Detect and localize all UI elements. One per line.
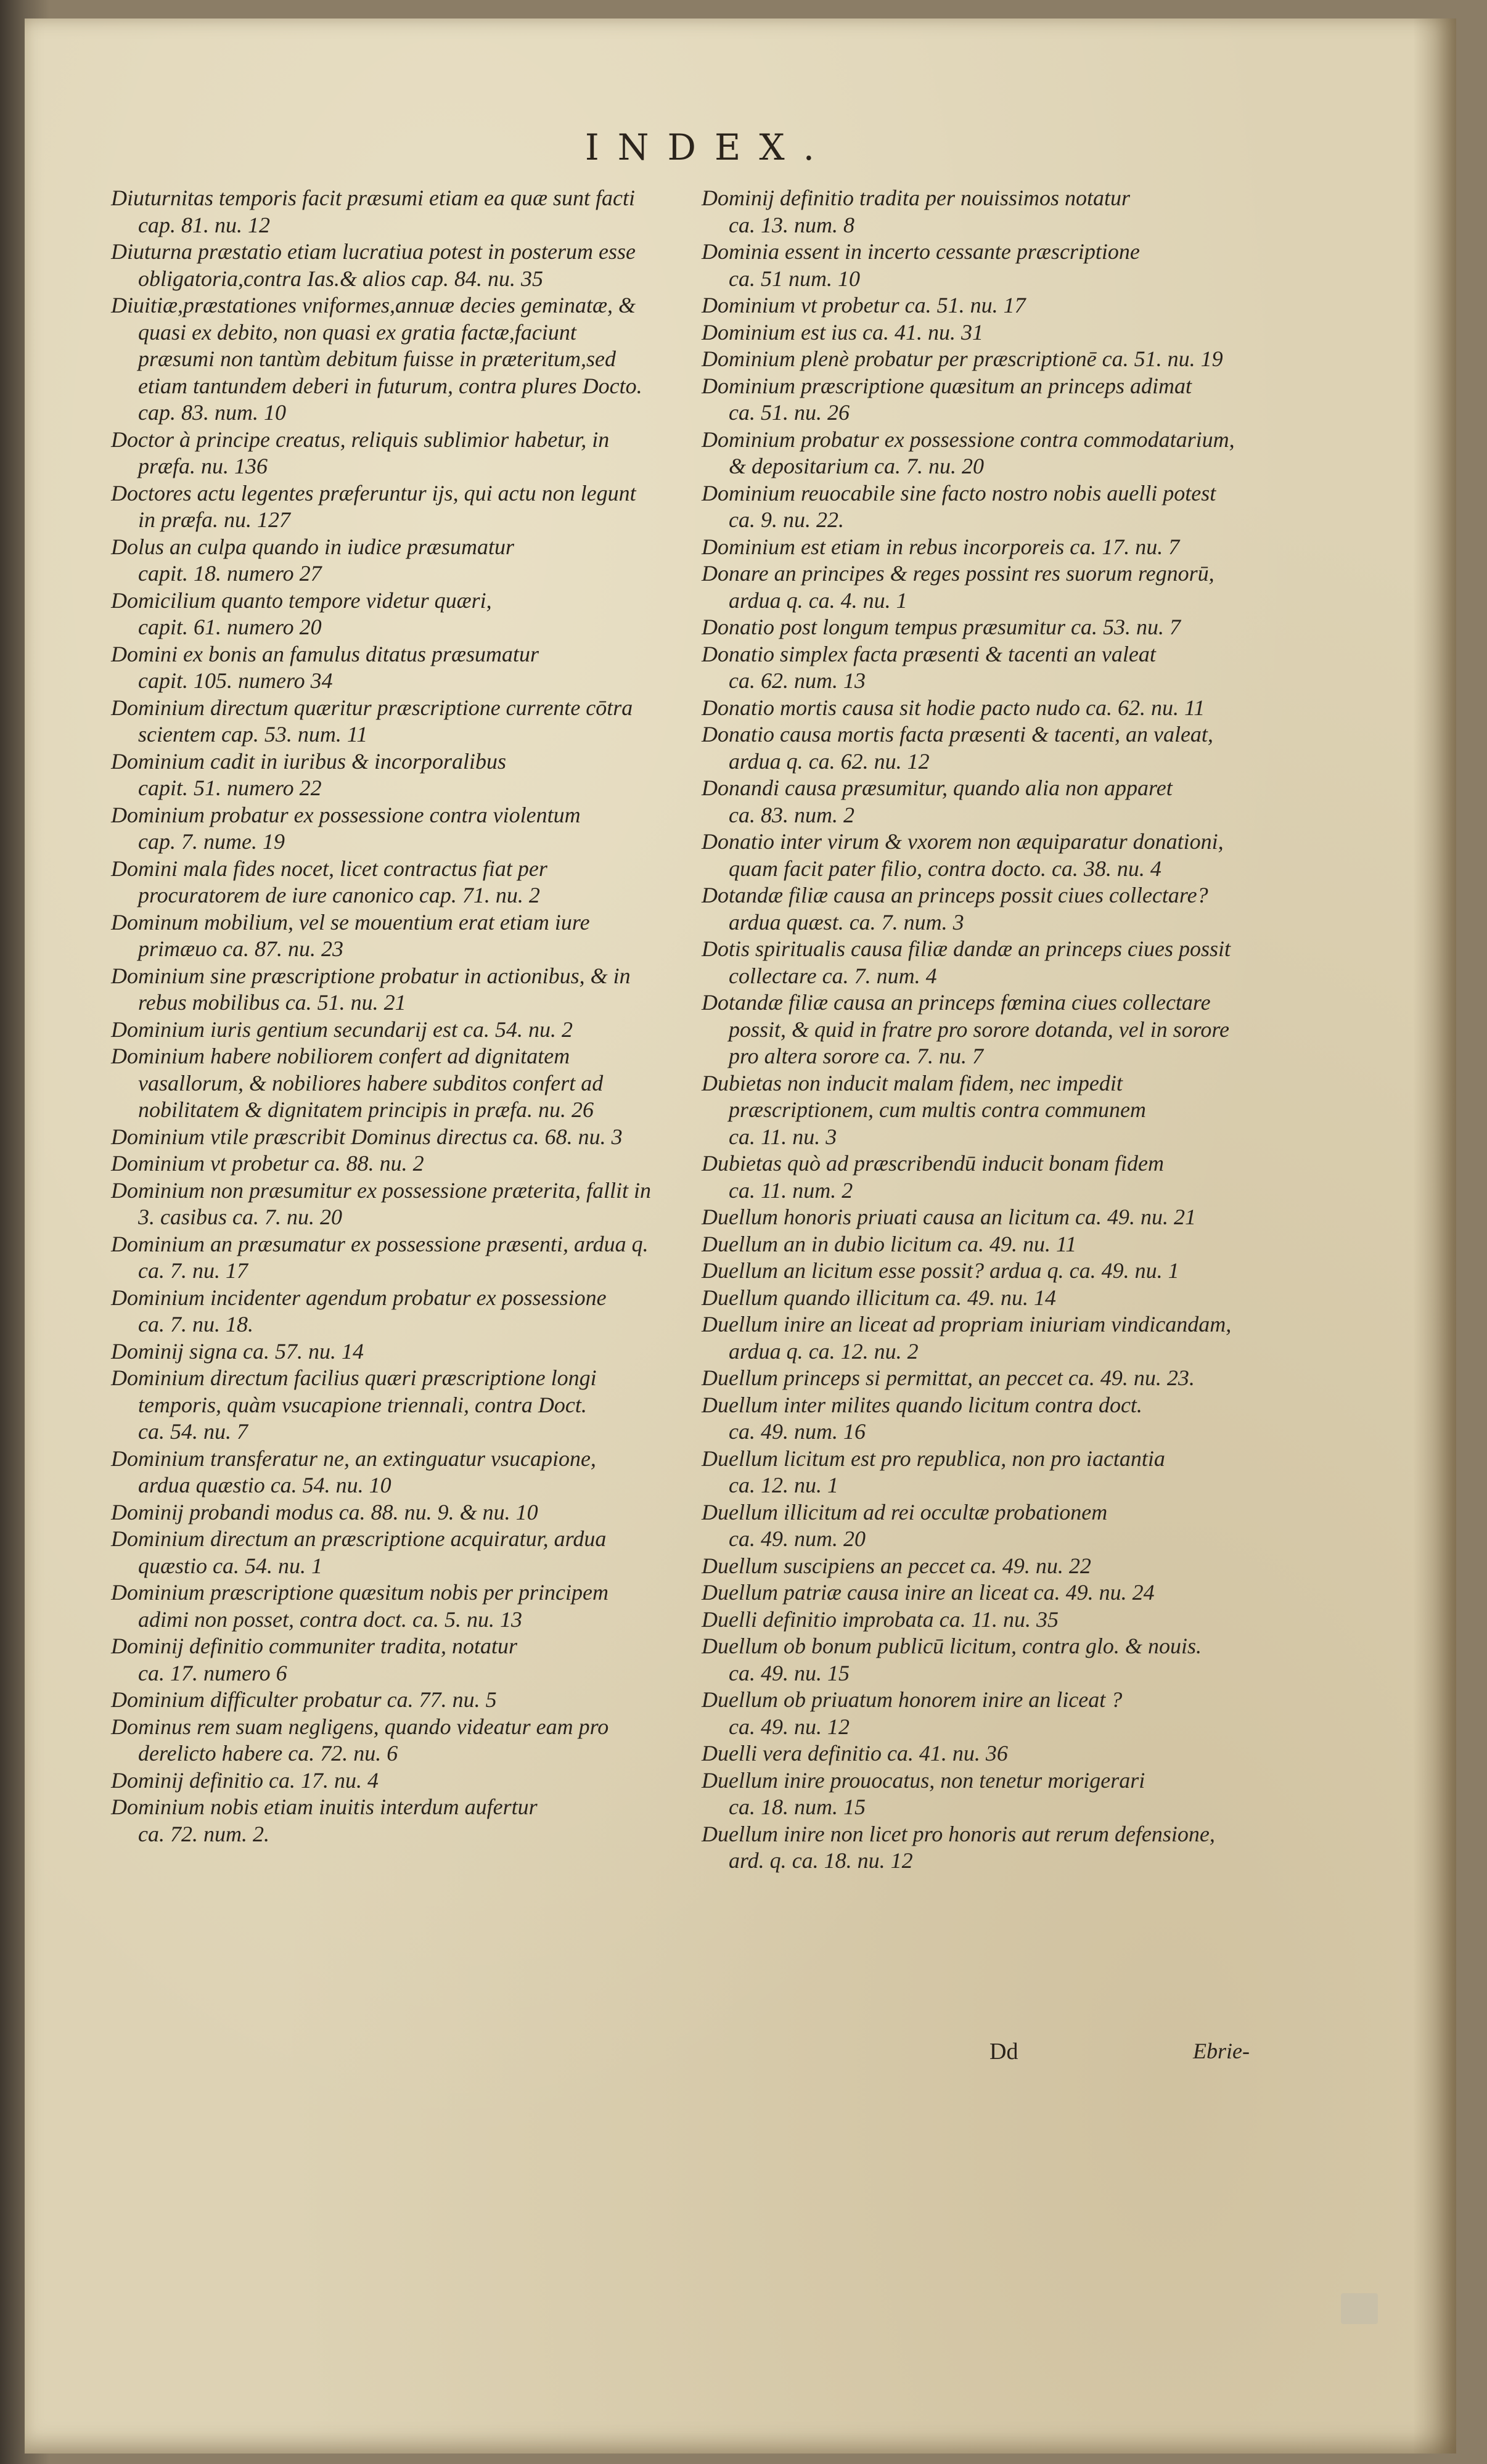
entry-text: Dominium vt probetur [111, 1151, 309, 1176]
index-entry [702, 829, 1244, 882]
entry-reference: ca. 49. nu. 23. [1068, 1365, 1195, 1390]
index-entry [702, 1204, 1244, 1231]
entry-reference: ca. 62. num. 13 [729, 668, 866, 693]
entry-reference: ca. 12. nu. 2 [808, 1338, 919, 1364]
index-entry [111, 1499, 653, 1526]
entry-reference: capit. 51. numero 22 [138, 776, 322, 800]
entry-reference: ca. 49. nu. 21 [1075, 1205, 1196, 1229]
index-entry [111, 641, 653, 695]
entry-reference: cap. 71. nu. 2 [419, 883, 540, 907]
index-entry [111, 1794, 653, 1848]
index-entry [702, 1258, 1244, 1285]
entry-text: Donatio inter virum & vxorem non æquiparatur donationi, quam facit pater filio, contra docto. [702, 829, 1224, 881]
index-entry [702, 989, 1244, 1070]
index-entry [111, 534, 653, 587]
entry-text: Duelli vera definitio [702, 1741, 882, 1766]
index-entry [111, 239, 653, 292]
entry-reference: ca. 54. nu. 1 [213, 1553, 323, 1578]
index-entry [702, 1553, 1244, 1580]
index-entry [111, 587, 653, 641]
entry-reference: cap. 83. num. 10 [138, 400, 286, 425]
index-entry [702, 534, 1244, 561]
entry-reference: cap. 81. nu. 12 [138, 212, 270, 237]
entry-text: Dotandæ filiæ causa an princeps fœmina ciues collectare possit, & quid in fratre pro sorore dotanda, vel in sorore pro altera sorore [702, 990, 1230, 1068]
entry-text: Donatio simplex facta præsenti & tacenti an valeat [702, 641, 1156, 666]
entry-reference: ca. 51. nu. 17 [904, 293, 1026, 317]
index-entry [702, 1821, 1244, 1875]
entry-text: Duelli definitio improbata [702, 1607, 934, 1632]
entry-reference: cap. 84. nu. 35 [411, 266, 544, 291]
entry-reference: ca. 18. nu. 12 [792, 1848, 913, 1873]
entry-reference: ca. 54. nu. 2 [462, 1017, 573, 1042]
entry-reference: capit. 18. numero 27 [138, 561, 322, 586]
entry-text: Dolus an culpa quando in iudice præsumatur [111, 534, 514, 559]
entry-text: Duellum inire an liceat ad propriam iniuriam vindicandam, ardua q. [702, 1312, 1232, 1364]
entry-reference: ca. 38. nu. 4 [1051, 856, 1161, 881]
index-entry [702, 560, 1244, 614]
index-entry [702, 427, 1244, 480]
entry-reference: ca. 51 num. 10 [729, 266, 860, 291]
index-entry [702, 1740, 1244, 1767]
index-entry [111, 1714, 653, 1767]
entry-reference: ca. 49. num. 20 [729, 1526, 866, 1551]
index-entry [702, 641, 1244, 695]
entry-reference: ca. 49. nu. 12 [729, 1714, 850, 1739]
entry-text: Duellum patriæ causa inire an liceat [702, 1580, 1028, 1605]
entry-text: Dominium cadit in iuribus & incorporalibus [111, 748, 507, 774]
entry-reference: ca. 72. nu. 6 [288, 1741, 398, 1766]
entry-text: Donandi causa præsumitur, quando alia non apparet [702, 776, 1173, 800]
entry-text: Dominium directum quæritur præscriptione currente cōtra scientem [111, 695, 633, 747]
entry-reference: ca. 17. nu. 4 [269, 1767, 379, 1793]
entry-reference: cap. 7. nume. 19 [138, 829, 285, 854]
entry-text: Dominium directum an præscriptione acquiratur, ardua quæstio [111, 1526, 607, 1578]
entry-text: Dominium est etiam in rebus incorporeis [702, 534, 1065, 559]
entry-text: Dominium probatur ex possessione contra commodatarium, & depositarium [702, 427, 1235, 478]
entry-text: Duellum honoris priuati causa an licitum [702, 1205, 1070, 1229]
entry-reference: ca. 68. nu. 3 [512, 1124, 623, 1149]
entry-text: Diuturna præstatio etiam lucratiua potest in posterum esse obligatoria,contra Ias.& alios [111, 239, 636, 291]
entry-reference: ca. 7. nu. 17 [138, 1258, 248, 1283]
entry-text: Dominij signa [111, 1338, 238, 1364]
index-entry [111, 1687, 653, 1714]
index-entry [702, 1392, 1244, 1446]
entry-reference: capit. 61. numero 20 [138, 615, 322, 639]
entry-reference: ca. 12. nu. 1 [729, 1473, 838, 1497]
entry-text: Duellum quando illicitum [702, 1285, 930, 1310]
index-entry [111, 909, 653, 963]
index-entry [111, 1124, 653, 1151]
entry-reference: ca. 49. nu. 15 [729, 1660, 850, 1685]
entry-reference: in præfa. nu. 26 [452, 1097, 594, 1122]
index-entry [111, 292, 653, 427]
index-entry [702, 1607, 1244, 1634]
entry-reference: ca. 72. num. 2. [138, 1821, 269, 1846]
entry-text: Dominij probandi modus [111, 1499, 334, 1525]
entry-text: Duellum inter milites quando licitum contra doct. [702, 1392, 1142, 1417]
entry-text: Donatio mortis causa sit hodie pacto nudo [702, 695, 1080, 720]
entry-reference: ca. 49. nu. 1 [1069, 1258, 1179, 1283]
index-entry [111, 695, 653, 748]
entry-text: Duellum licitum est pro republica, non pro iactantia [702, 1446, 1165, 1471]
index-entry [702, 721, 1244, 775]
entry-reference: in præfa. nu. 127 [138, 507, 291, 532]
index-entry [111, 1043, 653, 1124]
index-entry [702, 1365, 1244, 1392]
entry-text: Doctores actu legentes præferuntur ijs, qui actu non legunt [111, 480, 636, 505]
entry-reference: ca. 49. nu. 24 [1033, 1580, 1155, 1605]
index-entry [702, 1687, 1244, 1740]
index-entry [111, 1446, 653, 1499]
entry-text: Donatio causa mortis facta præsenti & tacenti, an valeat, ardua q. [702, 722, 1213, 774]
index-entry [702, 1633, 1244, 1687]
entry-reference: ca. 13. num. 8 [729, 212, 854, 237]
catchword: Ebrie- [1193, 2039, 1250, 2063]
index-entry [111, 1633, 653, 1687]
index-entry [702, 1285, 1244, 1312]
entry-reference: ca. 41. nu. 31 [862, 319, 983, 345]
index-entry [702, 936, 1244, 989]
entry-text: Duellum inire non licet pro honoris aut rerum defensione, ard. q. [702, 1821, 1215, 1873]
index-entry [111, 427, 653, 480]
entry-text: Dominium vtile præscribit Dominus directus [111, 1124, 507, 1149]
entry-text: Duellum suscipiens an peccet [702, 1553, 965, 1578]
index-entry [702, 1150, 1244, 1204]
entry-text: Dominium habere nobiliorem confert ad dignitatem vasallorum, & nobiliores habere subditos confert ad nobilitatem & dignitatem principis [111, 1044, 604, 1122]
entry-text: Diuitiæ,præstationes vniformes,annuæ decies geminatæ, & quasi ex debito, non quasi ex gratia factæ,faciunt præsumi non tantùm debitum fuisse in præteritum,sed etiam tantundem deberi in futurum, contra plures Docto. [111, 293, 642, 398]
index-entry [702, 1499, 1244, 1553]
index-entry [702, 1070, 1244, 1151]
entry-text: Dominium an præsumatur ex possessione præsenti, ardua q. [111, 1231, 649, 1256]
index-entry [702, 319, 1244, 346]
index-entry [111, 856, 653, 909]
index-entry [111, 1150, 653, 1177]
entry-reference: ca. 11. num. 2 [729, 1177, 853, 1203]
entry-text: Donare an principes & reges possint res suorum regnorū, ardua q. [702, 561, 1215, 613]
entry-reference: ca. 4. nu. 1 [808, 587, 907, 613]
entry-reference: ca. 51. nu. 19 [1102, 346, 1223, 371]
entry-text: Dominium præscriptione quæsitum an princeps adimat [702, 373, 1192, 398]
entry-reference: ca. 49. nu. 14 [935, 1285, 1056, 1310]
entry-reference: ca. 5. nu. 13 [412, 1607, 522, 1632]
entry-text: Domini mala fides nocet, licet contractus fiat per procuratorem de iure canonico [111, 856, 547, 907]
entry-text: Duellum ob bonum publicū licitum, contra glo. & nouis. [702, 1634, 1202, 1658]
index-entry [702, 1446, 1244, 1499]
entry-reference: ca. 51. nu. 26 [729, 400, 850, 425]
signature-mark: Dd [989, 2039, 1018, 2065]
index-entry [111, 963, 653, 1017]
index-entry [702, 239, 1244, 292]
index-entry [111, 1767, 653, 1795]
entry-reference: ca. 7. num. 3 [849, 909, 964, 935]
entry-text: Dominium directum facilius quæri præscriptione longi temporis, quàm vsucapione triennali, contra Doct. [111, 1365, 597, 1417]
page-shadow [1413, 18, 1456, 2454]
index-entry [111, 1526, 653, 1579]
index-entry [702, 480, 1244, 534]
entry-reference: ca. 54. nu. 10 [270, 1473, 391, 1497]
entry-text: Dominij definitio tradita per nouissimos notatur [702, 186, 1131, 210]
entry-reference: ca. 7. nu. 7 [885, 1044, 983, 1068]
entry-text: Dominia essent in incerto cessante præscriptione [702, 239, 1140, 264]
entry-text: Dominij definitio communiter tradita, notatur [111, 1634, 517, 1658]
entry-reference: nu. 136 [201, 454, 268, 478]
index-entry [111, 480, 653, 534]
index-entry [702, 346, 1244, 373]
entry-reference: ca. 62. nu. 11 [1086, 695, 1205, 720]
entry-reference: cap. 53. num. 11 [221, 722, 368, 747]
entry-text: Dominus rem suam negligens, quando videatur eam pro derelicto habere [111, 1714, 609, 1766]
index-entry [702, 695, 1244, 722]
entry-text: Duellum inire prouocatus, non tenetur morigerari [702, 1767, 1145, 1793]
entry-reference: ca. 49. num. 16 [729, 1419, 866, 1444]
entry-reference: ca. 49. nu. 11 [957, 1231, 1077, 1256]
entry-reference: ca. 7. num. 4 [822, 963, 937, 988]
index-entry [702, 373, 1244, 427]
entry-reference: ca. 62. nu. 12 [808, 748, 930, 774]
entry-reference: ca. 7. nu. 18. [138, 1312, 253, 1336]
entry-text: Dominium transferatur ne, an extinguatur vsucapione, ardua quæstio [111, 1446, 596, 1497]
entry-text: Doctor à principe creatus, reliquis sublimior habetur, in præfa. [111, 427, 610, 478]
entry-reference: capit. 105. numero 34 [138, 668, 333, 693]
entry-text: Dominium sine præscriptione probatur in actionibus, & in rebus mobilibus [111, 963, 631, 1015]
entry-reference: ca. 54. nu. 7 [138, 1419, 248, 1444]
entry-text: Dotandæ filiæ causa an princeps possit ciues collectare? ardua quæst. [702, 883, 1208, 935]
index-column-left [111, 185, 653, 1848]
entry-reference: ca. 83. num. 2 [729, 802, 854, 827]
entry-text: Dubietas non inducit malam fidem, nec impedit præscriptionem, cum multis contra communem [702, 1070, 1146, 1122]
index-entry [111, 1017, 653, 1044]
entry-reference: ca. 17. nu. 7 [1070, 534, 1180, 559]
entry-reference: ca. 77. nu. 5 [387, 1687, 497, 1712]
index-entry [702, 1579, 1244, 1607]
index-entry [111, 1231, 653, 1285]
entry-text: Dominij definitio [111, 1767, 263, 1793]
entry-reference: ca. 87. nu. 23 [223, 936, 344, 961]
running-head: INDEX. [584, 126, 834, 168]
entry-text: Dominum mobilium, vel se mouentium erat etiam iure primæuo [111, 909, 590, 961]
entry-text: Duellum princeps si permittat, an peccet [702, 1365, 1063, 1390]
index-entry [111, 1579, 653, 1633]
entry-reference: ca. 11. nu. 35 [939, 1607, 1059, 1632]
entry-reference: ca. 53. nu. 7 [1071, 615, 1181, 639]
entry-text: Dominium præscriptione quæsitum nobis per principem adimi non posset, contra doct. [111, 1580, 608, 1632]
entry-reference: ca. 18. num. 15 [729, 1795, 866, 1819]
entry-reference: ca. 7. nu. 20 [874, 454, 984, 478]
index-entry [702, 1767, 1244, 1821]
entry-reference: ca. 51. nu. 21 [285, 990, 406, 1015]
entry-text: Dominium reuocabile sine facto nostro nobis auelli potest [702, 480, 1216, 505]
index-entry [111, 185, 653, 239]
entry-text: Dominium probatur ex possessione contra violentum [111, 802, 581, 827]
index-entry [111, 1365, 653, 1446]
entry-text: Duellum an licitum esse possit? ardua q. [702, 1258, 1064, 1283]
index-entry [702, 292, 1244, 319]
index-column-right [702, 185, 1244, 1875]
entry-text: Duellum illicitum ad rei occultæ probationem [702, 1499, 1108, 1525]
entry-text: Dubietas quò ad præscribendū inducit bonam fidem [702, 1151, 1164, 1176]
index-entry [702, 185, 1244, 239]
entry-text: Duellum ob priuatum honorem inire an liceat ? [702, 1687, 1123, 1712]
entry-reference: ca. 57. nu. 14 [243, 1338, 364, 1364]
page-tab [1341, 2293, 1378, 2324]
entry-text: Diuturnitas temporis facit præsumi etiam ea quæ sunt facti [111, 186, 636, 210]
entry-reference: ca. 9. nu. 22. [729, 507, 844, 532]
entry-text: Dotis spiritualis causa filiæ dandæ an princeps ciues possit collectare [702, 936, 1231, 988]
index-entry [111, 802, 653, 856]
index-entry [111, 748, 653, 802]
index-entry [111, 1285, 653, 1338]
entry-text: Dominium iuris gentium secundarij est [111, 1017, 457, 1042]
entry-text: Domini ex bonis an famulus ditatus præsumatur [111, 641, 539, 666]
entry-text: Duellum an in dubio licitum [702, 1231, 952, 1256]
index-entry [111, 1177, 653, 1231]
entry-reference: ca. 17. numero 6 [138, 1660, 287, 1685]
index-entry [702, 1231, 1244, 1258]
entry-text: Dominium nobis etiam inuitis interdum aufertur [111, 1795, 538, 1819]
entry-text: Domicilium quanto tempore videtur quæri, [111, 587, 492, 613]
entry-reference: ca. 88. nu. 9. & nu. 10 [338, 1499, 538, 1525]
index-entry [702, 882, 1244, 936]
entry-text: Dominium non præsumitur ex possessione præterita, fallit in 3. casibus [111, 1177, 652, 1229]
entry-reference: ca. 41. nu. 36 [887, 1741, 1008, 1766]
entry-reference: ca. 11. nu. 3 [729, 1124, 837, 1149]
index-entry [111, 1338, 653, 1365]
entry-reference: ca. 7. nu. 20 [232, 1205, 342, 1229]
entry-text: Dominium est ius [702, 319, 857, 345]
entry-text: Dominium incidenter agendum probatur ex possessione [111, 1285, 607, 1310]
entry-text: Dominium vt probetur [702, 293, 899, 317]
entry-text: Donatio post longum tempus præsumitur [702, 615, 1066, 639]
index-entry [702, 1311, 1244, 1365]
entry-reference: ca. 88. nu. 2 [314, 1151, 424, 1176]
entry-text: Dominium plenè probatur per præscriptionē [702, 346, 1097, 371]
entry-reference: ca. 49. nu. 22 [970, 1553, 1091, 1578]
index-entry [702, 614, 1244, 641]
index-entry [702, 775, 1244, 829]
entry-text: Dominium difficulter probatur [111, 1687, 382, 1712]
